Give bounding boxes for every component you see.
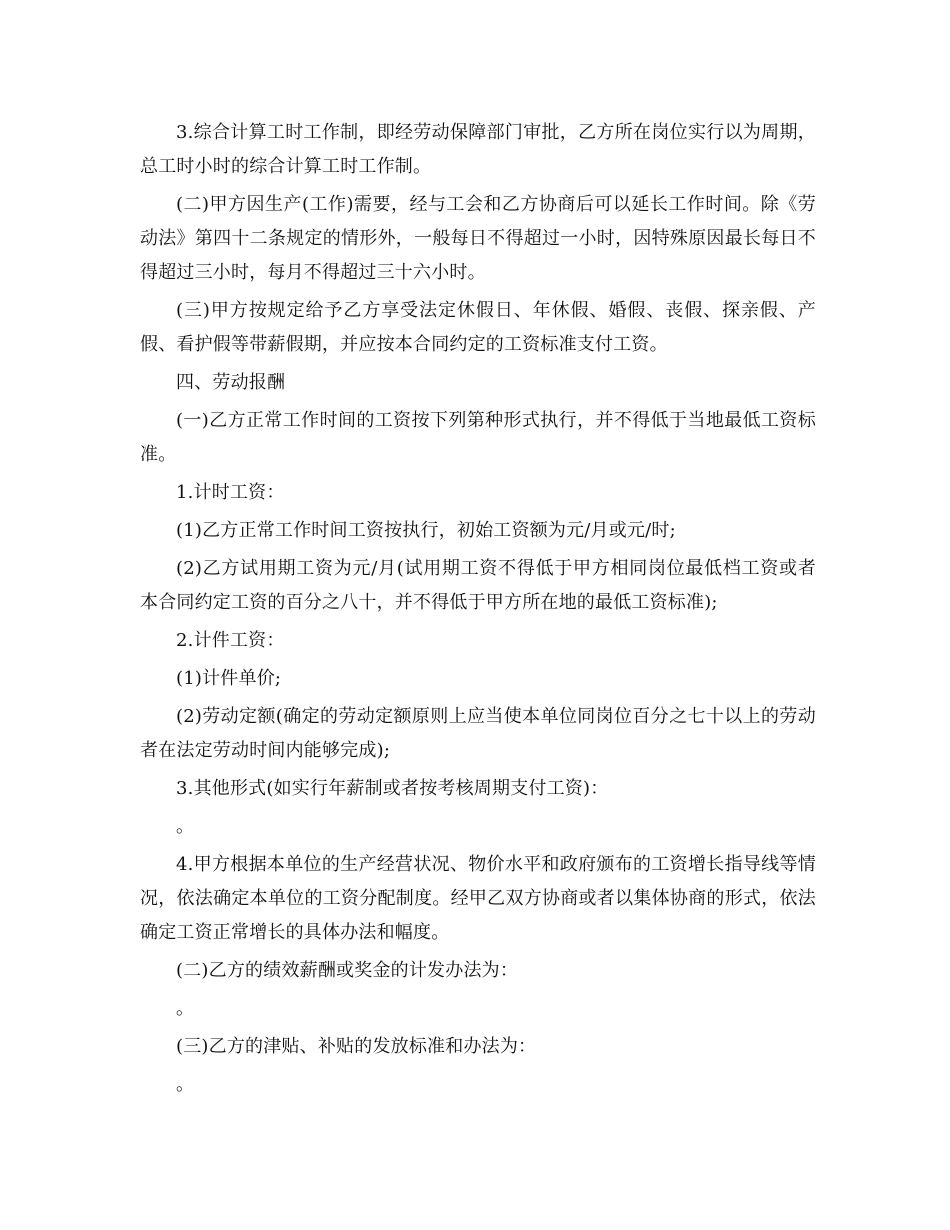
paragraph-16: 。 <box>176 998 195 1019</box>
paragraph-7: (1)乙方正常工作时间工资按执行，初始工资额为元/月或元/时; <box>176 520 676 541</box>
paragraph-15: (二)乙方的绩效薪酬或奖金的计发办法为： <box>176 960 519 981</box>
paragraph-18: 。 <box>176 1074 195 1095</box>
paragraph-1: 3.综合计算工时工作制，即经劳动保障部门审批，乙方所在岗位实行以为周期，总工时小时的综合计算工时工作制。 <box>140 122 816 177</box>
paragraph-14: 4.甲方根据本单位的生产经营状况、物价水平和政府颁布的工资增长指导线等情况，依法确定本单位的工资分配制度。经甲乙双方协商或者以集体协商的形式，依法确定工资正常增长的具体办法和幅度。 <box>140 854 816 943</box>
paragraph-17: (三)乙方的津贴、补贴的发放标准和办法为： <box>176 1036 537 1057</box>
paragraph-8: (2)乙方试用期工资为元/月(试用期工资不得低于甲方相同岗位最低档工资或者本合同约定工资的百分之八十，并不得低于甲方所在地的最低工资标准); <box>140 558 816 613</box>
paragraph-6: 1.计时工资： <box>176 482 285 503</box>
section-heading-labor-pay: 四、劳动报酬 <box>176 372 286 393</box>
paragraph-11: (2)劳动定额(确定的劳动定额原则上应当使本单位同岗位百分之七十以上的劳动者在法定劳动时间内能够完成); <box>140 706 816 761</box>
paragraph-13: 。 <box>176 816 195 837</box>
document-body <box>140 116 816 1106</box>
paragraph-2: (二)甲方因生产(工作)需要，经与工会和乙方协商后可以延长工作时间。除《劳动法》第四十二条规定的情形外，一般每日不得超过一小时，因特殊原因最长每日不得超过三小时，每月不得超过三十六小时。 <box>140 194 816 283</box>
paragraph-10: (1)计件单价; <box>176 668 282 689</box>
paragraph-12: 3.其他形式(如实行年薪制或者按考核周期支付工资)： <box>176 778 609 799</box>
paragraph-9: 2.计件工资： <box>176 630 285 651</box>
paragraph-3: (三)甲方按规定给予乙方享受法定休假日、年休假、婚假、丧假、探亲假、产假、看护假等带薪假期，并应按本合同约定的工资标准支付工资。 <box>140 300 816 355</box>
paragraph-5: (一)乙方正常工作时间的工资按下列第种形式执行，并不得低于当地最低工资标准。 <box>140 410 816 465</box>
